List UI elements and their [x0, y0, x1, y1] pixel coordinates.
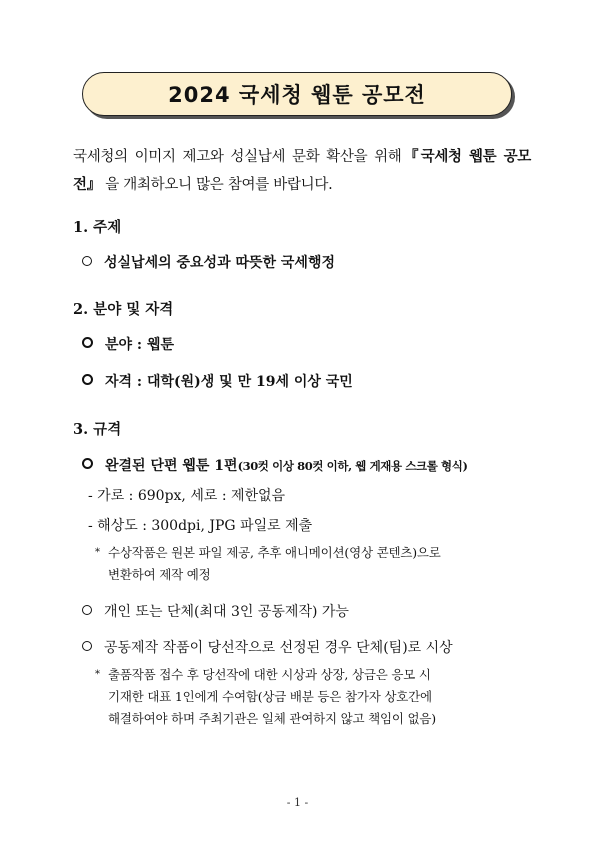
asterisk-icon: *	[95, 547, 100, 558]
section-heading-field: 2. 분야 및 자격	[73, 301, 174, 318]
bold-circle-bullet-icon	[82, 337, 93, 348]
asterisk-icon: *	[95, 669, 100, 680]
circle-bullet-icon	[82, 605, 92, 615]
field-item	[82, 334, 174, 354]
title-banner	[82, 72, 512, 116]
team-item	[82, 601, 349, 621]
team-item-text: 개인 또는 단체(최대 3인 공동제작) 가능	[104, 604, 349, 620]
qualification-item-text: 자격 : 대학(원)생 및 만 19세 이상 국민	[105, 374, 353, 390]
intro-highlight: 『국세청 웹툰 공모전』	[73, 148, 532, 193]
note2-line3: 해결하여야 하며 주최기관은 일체 관여하지 않고 책임이 없음)	[108, 711, 436, 726]
section-heading-theme: 1. 주제	[73, 219, 122, 236]
note1-line1: 수상작품은 원본 파일 제공, 추후 애니메이션(영상 콘텐츠)으로	[108, 545, 441, 560]
spec-dimension: - 가로 : 690px, 세로 : 제한없음	[88, 488, 286, 504]
intro-text-after: 을 개최하오니 많은 참여를 바랍니다.	[105, 177, 333, 193]
spec-main-tail: (30컷 이상 80컷 이하, 웹 게재용 스크롤 형식)	[237, 459, 468, 473]
spec-note-2	[95, 664, 535, 730]
bold-circle-bullet-icon	[82, 458, 93, 469]
section-heading-spec: 3. 규격	[73, 421, 122, 438]
bold-circle-bullet-icon	[82, 374, 93, 385]
note2-line2: 기재한 대표 1인에게 수여함(상금 배분 등은 참가자 상호간에	[108, 689, 432, 704]
theme-item	[82, 252, 335, 272]
spec-note-1	[95, 542, 535, 586]
page-number: - 1 -	[286, 796, 309, 809]
joint-item-text: 공동제작 작품이 당선작으로 선정된 경우 단체(팀)로 시상	[104, 640, 453, 656]
circle-bullet-icon	[82, 256, 92, 266]
intro-text-before: 국세청의 이미지 제고와 성실납세 문화 확산을 위해	[73, 149, 402, 165]
joint-item	[82, 637, 453, 657]
theme-item-text: 성실납세의 중요성과 따뜻한 국세행정	[104, 255, 336, 271]
note2-line1: 출품작품 접수 후 당선작에 대한 시상과 상장, 상금은 응모 시	[108, 667, 431, 682]
page-title: 2024 국세청 웹툰 공모전	[168, 83, 426, 107]
qualification-item	[82, 371, 353, 391]
intro-paragraph	[73, 143, 531, 199]
field-item-text: 분야 : 웹툰	[105, 337, 175, 353]
note1-line2: 변환하여 제작 예정	[108, 567, 211, 582]
circle-bullet-icon	[82, 641, 92, 651]
spec-main-item	[82, 455, 468, 475]
spec-resolution: - 해상도 : 300dpi, JPG 파일로 제출	[88, 518, 313, 534]
spec-main-text: 완결된 단편 웹툰 1편	[105, 458, 238, 474]
